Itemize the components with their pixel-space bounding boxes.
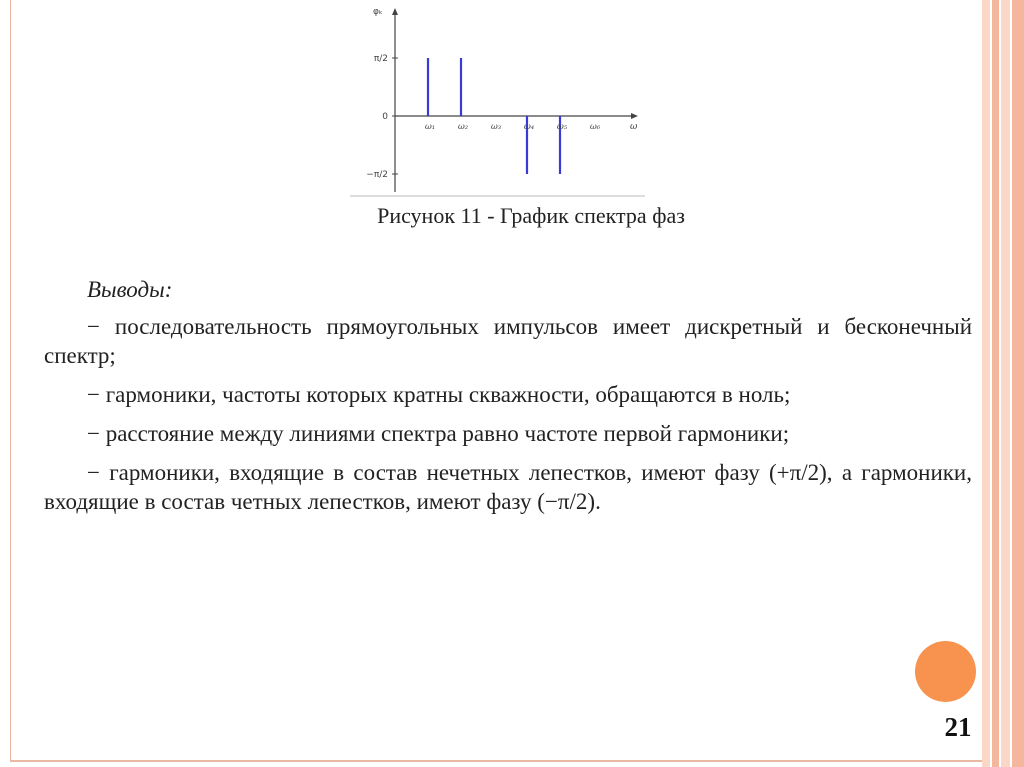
conclusion-item: − последовательность прямоугольных импульсов имеет дискретный и бесконечный спектр; <box>44 314 972 368</box>
x-tick-label: ω₂ <box>457 122 469 132</box>
conclusions-heading: Выводы: <box>87 277 173 302</box>
conclusions-section <box>44 275 972 526</box>
figure-caption: Рисунок 11 - График спектра фаз <box>377 203 685 228</box>
decorative-stripes <box>982 0 1024 767</box>
y-tick-label: π/2 <box>373 54 388 64</box>
conclusion-item: − гармоники, входящие в состав нечетных лепестков, имеют фазу (+π/2), а гармоники, входящие в состав четных лепестков, имеют фазу (−π/2). <box>44 460 972 514</box>
conclusion-item: − расстояние между линиями спектра равно частоте первой гармоники; <box>87 421 790 446</box>
page-number: 21 <box>944 712 972 742</box>
conclusion-item: − гармоники, частоты которых кратны скважности, обращаются в ноль; <box>87 382 791 407</box>
x-axis-arrow <box>631 113 638 119</box>
decorative-circle <box>915 641 976 702</box>
y-tick-label: −π/2 <box>366 170 388 180</box>
x-axis-label: ω <box>630 122 638 132</box>
y-axis-label: φₖ <box>373 7 383 17</box>
x-tick-label: ω₁ <box>424 122 436 132</box>
phase-spectrum-chart <box>340 0 650 200</box>
x-tick-label: ω₄ <box>523 122 535 132</box>
y-axis-arrow <box>392 8 398 15</box>
y-tick-label: 0 <box>382 112 388 122</box>
x-tick-label: ω₅ <box>556 122 568 132</box>
x-tick-label: ω₃ <box>490 122 502 132</box>
x-tick-label: ω₆ <box>589 122 601 132</box>
